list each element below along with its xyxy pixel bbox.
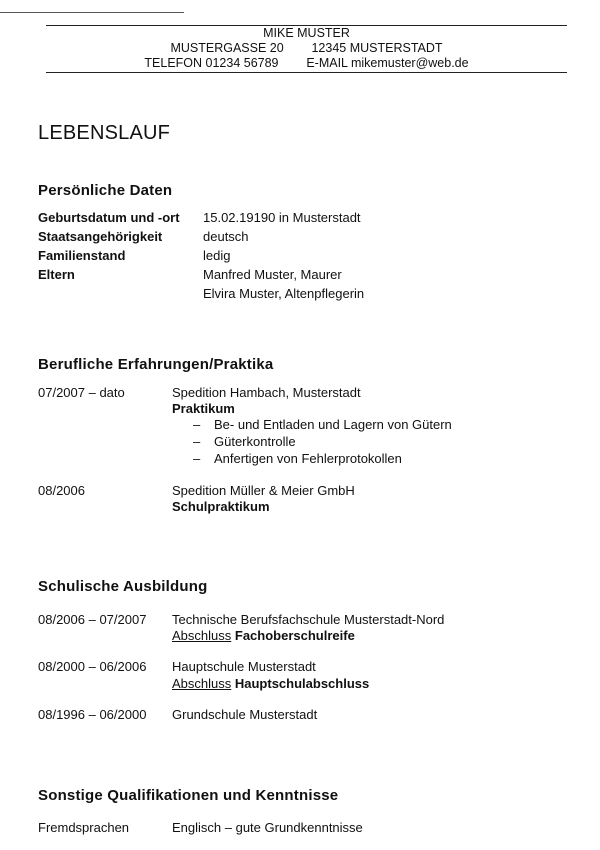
personal-value-mother: Elvira Muster, Altenpflegerin xyxy=(203,286,365,301)
work-company-2: Spedition Müller & Meier GmbH xyxy=(172,483,355,498)
header-phone: TELEFON 01234 56789 xyxy=(144,56,279,70)
personal-label-nationality: Staatsangehörigkeit xyxy=(38,229,163,244)
header-bottom-rule xyxy=(46,72,567,73)
school-name-1: Technische Berufsfachschule Musterstadt-Nord xyxy=(172,612,445,627)
section-heading-work: Berufliche Erfahrungen/Praktika xyxy=(38,356,274,373)
top-rule xyxy=(0,12,184,13)
section-heading-other: Sonstige Qualifikationen und Kenntnisse xyxy=(38,787,339,804)
document-title: LEBENSLAUF xyxy=(38,122,171,144)
personal-label-marital: Familienstand xyxy=(38,248,126,263)
header-street: MUSTERGASSE 20 xyxy=(170,41,284,55)
other-value-languages: Englisch – gute Grundkenntnisse xyxy=(172,820,363,835)
header-name: MIKE MUSTER xyxy=(263,26,350,40)
header-city: 12345 MUSTERSTADT xyxy=(311,41,443,55)
degree-label: Abschluss xyxy=(172,676,232,691)
bullet-dash: – xyxy=(193,451,201,466)
work-date-2: 08/2006 xyxy=(38,483,85,498)
school-name-3: Grundschule Musterstadt xyxy=(172,707,318,722)
work-task-3: Anfertigen von Fehlerprotokollen xyxy=(214,451,402,466)
work-company-1: Spedition Hambach, Musterstadt xyxy=(172,385,361,400)
personal-value-marital: ledig xyxy=(203,248,231,263)
school-degree-2: Hauptschulabschluss xyxy=(234,676,370,691)
bullet-dash: – xyxy=(193,434,201,449)
header-contact-line xyxy=(46,56,567,71)
bullet-dash: – xyxy=(193,417,201,432)
school-date-2: 08/2000 – 06/2006 xyxy=(38,659,147,674)
work-task-2: Güterkontrolle xyxy=(214,434,296,449)
school-degree-1: Fachoberschulreife xyxy=(234,628,355,643)
work-role-2: Schulpraktikum xyxy=(172,499,270,514)
header-address-line xyxy=(46,41,567,56)
degree-label: Abschluss xyxy=(172,628,232,643)
other-label-languages: Fremdsprachen xyxy=(38,820,130,835)
school-date-1: 08/2006 – 07/2007 xyxy=(38,612,147,627)
school-degree-line-2 xyxy=(172,676,369,691)
section-heading-school: Schulische Ausbildung xyxy=(38,578,208,595)
personal-label-parents: Eltern xyxy=(38,267,75,282)
header-email: E-MAIL mikemuster@web.de xyxy=(306,56,469,70)
work-role-1: Praktikum xyxy=(172,401,235,416)
school-date-3: 08/1996 – 06/2000 xyxy=(38,707,147,722)
personal-value-father: Manfred Muster, Maurer xyxy=(203,267,342,282)
work-task-1: Be- und Entladen und Lagern von Gütern xyxy=(214,417,452,432)
work-date-1: 07/2007 – dato xyxy=(38,385,125,400)
personal-value-birth: 15.02.19190 in Musterstadt xyxy=(203,210,361,225)
personal-label-birth: Geburtsdatum und -ort xyxy=(38,210,180,225)
school-degree-line-1 xyxy=(172,628,355,643)
personal-value-nationality: deutsch xyxy=(203,229,249,244)
school-name-2: Hauptschule Musterstadt xyxy=(172,659,316,674)
section-heading-personal: Persönliche Daten xyxy=(38,182,173,199)
